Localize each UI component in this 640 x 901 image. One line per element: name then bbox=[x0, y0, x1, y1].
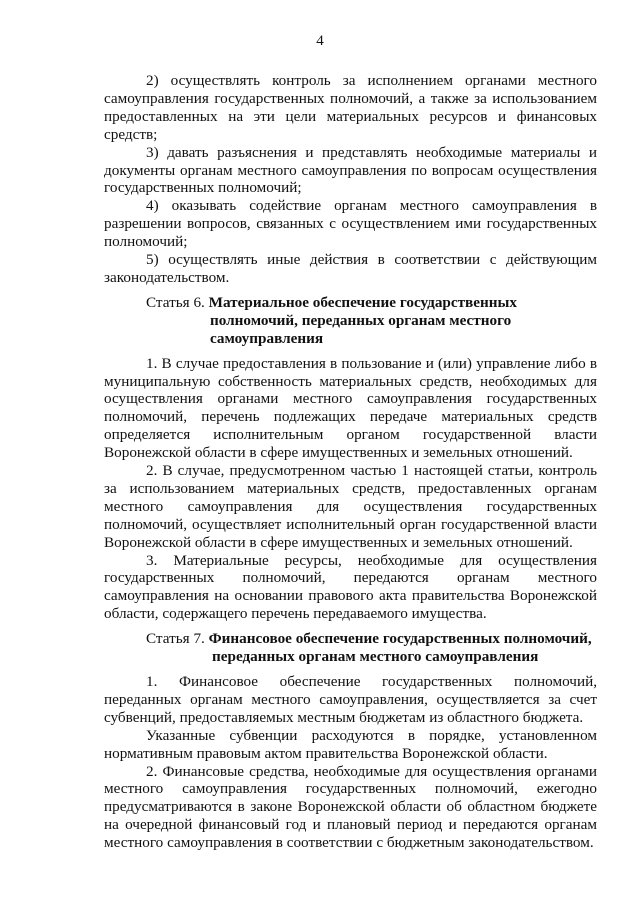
article-7-paragraph-note: Указанные субвенции расходуются в порядке, установленном нормативным правовым актом правительства Воронежской области. bbox=[104, 726, 597, 762]
article-6-paragraph-3: 3. Материальные ресурсы, необходимые для осуществления государственных полномочий, передаются органам местного самоуправления на основании правового акта правительства Воронежской области, содержащего перечень передаваемого имущества. bbox=[104, 551, 597, 623]
page-number: 4 bbox=[316, 33, 324, 49]
article-7-prefix: Статья 7. bbox=[146, 630, 205, 648]
paragraph-item-5: 5) осуществлять иные действия в соответствии с действующим законодательством. bbox=[104, 251, 597, 286]
article-7-title-line-1: Финансовое обеспечение государственных полномочий, bbox=[208, 630, 592, 648]
document-body bbox=[104, 72, 597, 852]
article-6-paragraph-2: 2. В случае, предусмотренном частью 1 настоящей статьи, контроль за использованием материальных средств, предоставленных органам местного самоуправления для осуществления государственных полномочий, осуществляет исполнительный орган государственной власти Воронежской области в сфере имущественных и земельных отношений. bbox=[104, 462, 597, 551]
paragraph-item-3: 3) давать разъяснения и представлять необходимые материалы и документы органам местного самоуправления по вопросам осуществления государственных полномочий; bbox=[104, 143, 597, 197]
paragraph-item-2: 2) осуществлять контроль за исполнением органами местного самоуправления государственных полномочий, а также за использованием предоставленных на эти цели материальных ресурсов и финансовых средств; bbox=[104, 72, 597, 143]
article-6-heading bbox=[104, 294, 597, 348]
article-7-title-line-2: переданных органам местного самоуправления bbox=[212, 648, 539, 666]
article-6-title-line-1: Материальное обеспечение государственных bbox=[208, 293, 517, 311]
article-6-title-line-2: полномочий, переданных органам местного bbox=[210, 311, 512, 329]
article-7-paragraph-2: 2. Финансовые средства, необходимые для осуществления органами местного самоуправления государственных полномочий, ежегодно предусматриваются в законе Воронежской области об областном бюджете на очередной финансовый год и плановый период и передаются органам местного самоуправления в соответствии с бюджетным законодательством. bbox=[104, 762, 597, 852]
article-6-prefix: Статья 6. bbox=[146, 293, 205, 311]
article-6-title-line-3: самоуправления bbox=[210, 329, 324, 347]
article-7-paragraph-1: 1. Финансовое обеспечение государственных полномочий, переданных органам местного самоуправления, осуществляется за счет субвенций, предоставляемых местным бюджетам из областного бюджета. bbox=[104, 673, 597, 726]
article-6-paragraph-1: 1. В случае предоставления в пользование и (или) управление либо в муниципальную собственность материальных средств, необходимых для осуществления органами местного самоуправления государственных полномочий, перечень подлежащих передаче материальных средств определяется исполнительным органом государственной власти Воронежской области в сфере имущественных и земельных отношений. bbox=[104, 354, 597, 462]
paragraph-item-4: 4) оказывать содействие органам местного самоуправления в разрешении вопросов, связанных с осуществлением ими государственных полномочий; bbox=[104, 197, 597, 251]
article-7-heading bbox=[104, 630, 597, 666]
